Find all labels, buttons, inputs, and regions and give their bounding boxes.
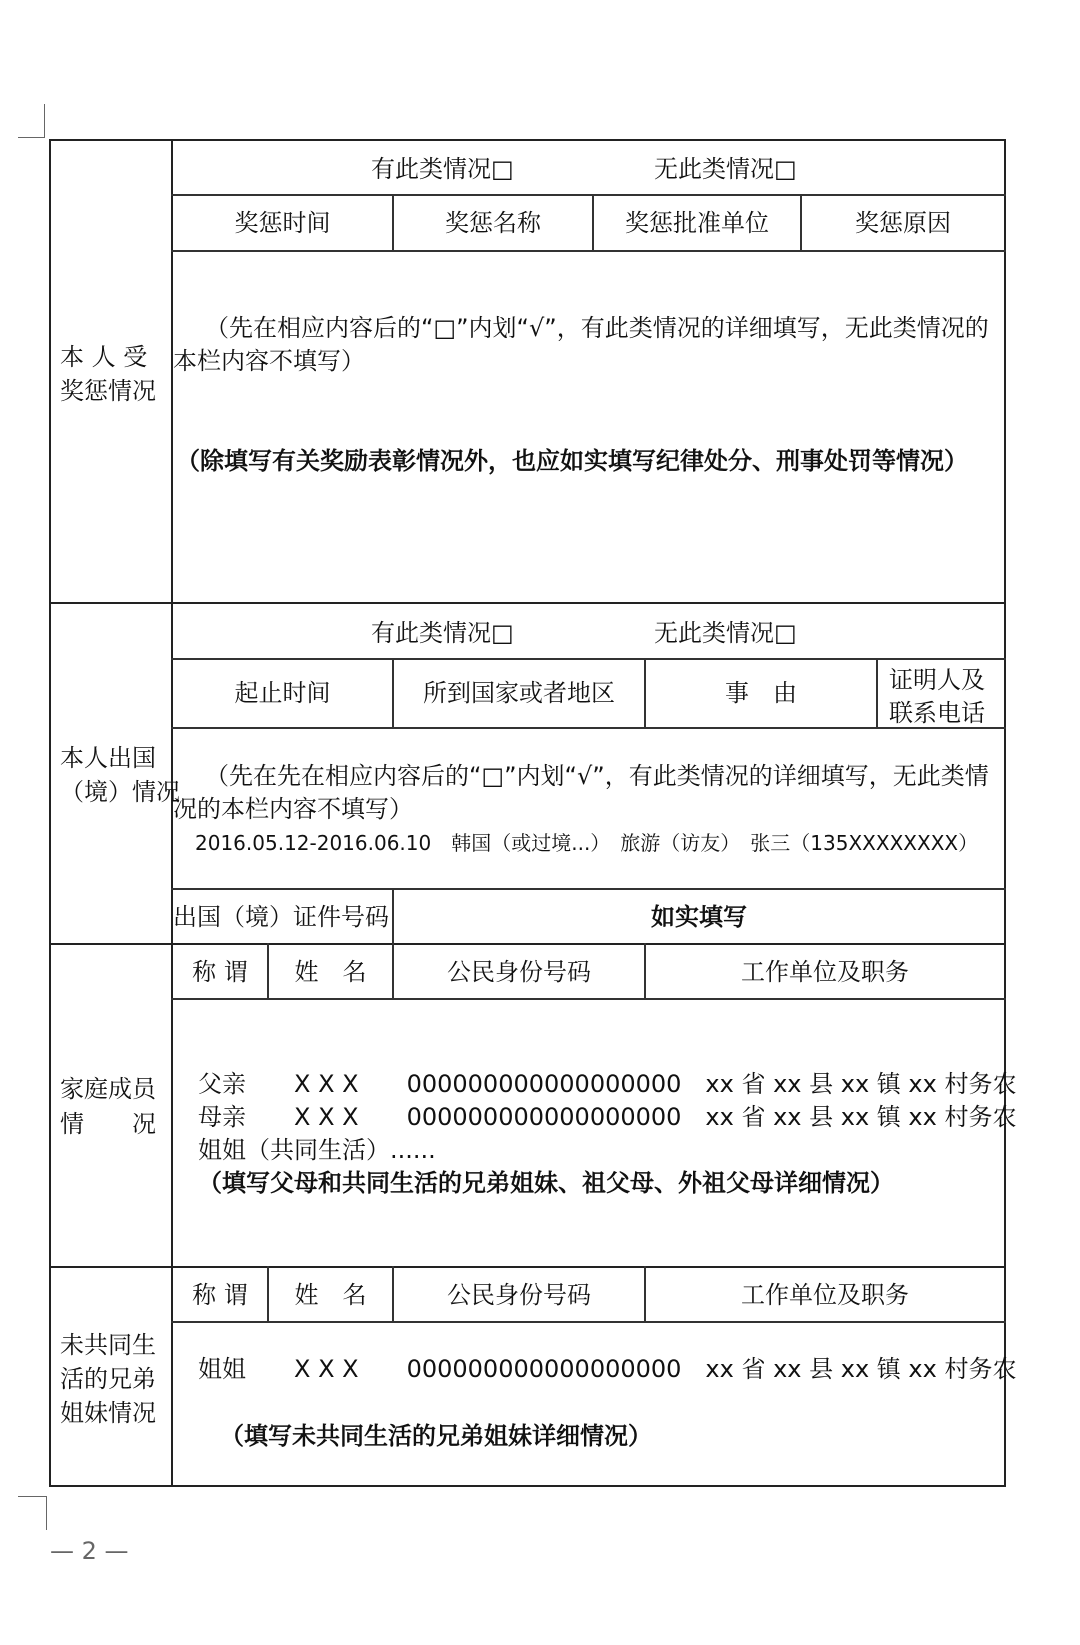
abroad-example-bottom (171, 888, 1006, 890)
siblings-header-bottom (171, 1321, 1006, 1323)
awards-note: （除填写有关奖励表彰情况外，也应如实填写纪律处分、刑事处罚等情况） (176, 447, 968, 475)
family-header-name: 姓 名 (294, 958, 367, 986)
crop-mark-top-horizontal (18, 137, 45, 138)
siblings-row-label-line2: 活的兄弟 (60, 1365, 156, 1393)
family-row-mother: 母亲 X X X 000000000000000000 xx 省 xx 县 xx 镇 xx 村务农 (198, 1103, 1017, 1131)
abroad-row-label-line2: （境）情况 (60, 778, 180, 806)
awards-row-label-line1: 本 人 受 (60, 343, 148, 371)
awards-header-time: 奖惩时间 (234, 209, 331, 237)
table-right-border (1004, 139, 1006, 1487)
abroad-header-time: 起止时间 (234, 679, 331, 707)
awards-status-divider (171, 194, 1006, 196)
crop-mark-top-vertical (44, 104, 45, 138)
siblings-header-relation: 称 谓 (192, 1281, 248, 1309)
crop-mark-bottom-horizontal (18, 1496, 47, 1497)
siblings-row-sister: 姐姐 X X X 000000000000000000 xx 省 xx 县 xx 镇 xx 村务农 (198, 1355, 1017, 1383)
awards-none-checkbox[interactable]: 无此类情况□ (654, 155, 797, 183)
siblings-header-id: 公民身份号码 (447, 1281, 591, 1309)
awards-header-reason: 奖惩原因 (855, 209, 951, 237)
awards-has-checkbox[interactable]: 有此类情况□ (371, 155, 514, 183)
family-header-bottom (171, 998, 1006, 1000)
family-row-label-line1: 家庭成员 (60, 1075, 156, 1103)
awards-header-unit: 奖惩批准单位 (625, 209, 769, 237)
crop-mark-bottom-vertical (46, 1496, 47, 1530)
family-note: （填写父母和共同生活的兄弟姐妹、祖父母、外祖父母详细情况） (198, 1169, 894, 1197)
family-section-bottom (49, 1266, 1006, 1268)
abroad-header-col3 (876, 658, 878, 729)
table-left-border (49, 139, 51, 1487)
family-row-label-line2: 情 况 (60, 1110, 156, 1138)
family-header-id: 公民身份号码 (447, 958, 591, 986)
awards-header-bottom (171, 250, 1006, 252)
siblings-note: （填写未共同生活的兄弟姐妹详细情况） (220, 1422, 652, 1450)
abroad-header-country: 所到国家或者地区 (423, 679, 615, 707)
awards-instruction: （先在相应内容后的“□”内划“√”，有此类情况的详细填写，无此类情况的本栏内容不填写） (173, 314, 989, 375)
page-number: — 2 — (50, 1537, 129, 1565)
abroad-header-bottom (171, 727, 1006, 729)
table-top-border (49, 139, 1006, 141)
awards-row-label-line2: 奖惩情况 (60, 377, 156, 405)
abroad-has-checkbox[interactable]: 有此类情况□ (371, 619, 514, 647)
siblings-row-label-line3: 姐妹情况 (60, 1399, 156, 1427)
family-header-relation: 称 谓 (192, 958, 248, 986)
siblings-header-name: 姓 名 (294, 1281, 367, 1309)
abroad-passport-label: 出国（境）证件号码 (173, 903, 389, 931)
awards-section-bottom (49, 602, 1006, 604)
abroad-status-divider (171, 658, 1006, 660)
abroad-instruction: （先在先在相应内容后的“□”内划“√”，有此类情况的详细填写，无此类情况的本栏内容不填写） (173, 762, 989, 823)
siblings-row-label-line1: 未共同生 (60, 1331, 156, 1359)
family-row-father: 父亲 X X X 000000000000000000 xx 省 xx 县 xx 镇 xx 村务农 (198, 1070, 1017, 1098)
table-bottom-border (49, 1485, 1006, 1487)
siblings-header-work: 工作单位及职务 (741, 1281, 909, 1309)
abroad-header-reason: 事 由 (725, 679, 797, 707)
family-row-sister: 姐姐（共同生活）...... (198, 1136, 436, 1164)
abroad-example-entry: 2016.05.12-2016.06.10 韩国（或过境...） 旅游（访友） 张三（135XXXXXXXX） (195, 831, 979, 855)
abroad-row-label-line1: 本人出国 (60, 744, 156, 772)
abroad-none-checkbox[interactable]: 无此类情况□ (654, 619, 797, 647)
family-header-work: 工作单位及职务 (741, 958, 909, 986)
abroad-header-witness: 证明人及 联系电话 (889, 666, 985, 727)
abroad-section-bottom (49, 943, 1006, 945)
awards-header-name: 奖惩名称 (445, 209, 541, 237)
abroad-passport-value: 如实填写 (651, 903, 747, 931)
